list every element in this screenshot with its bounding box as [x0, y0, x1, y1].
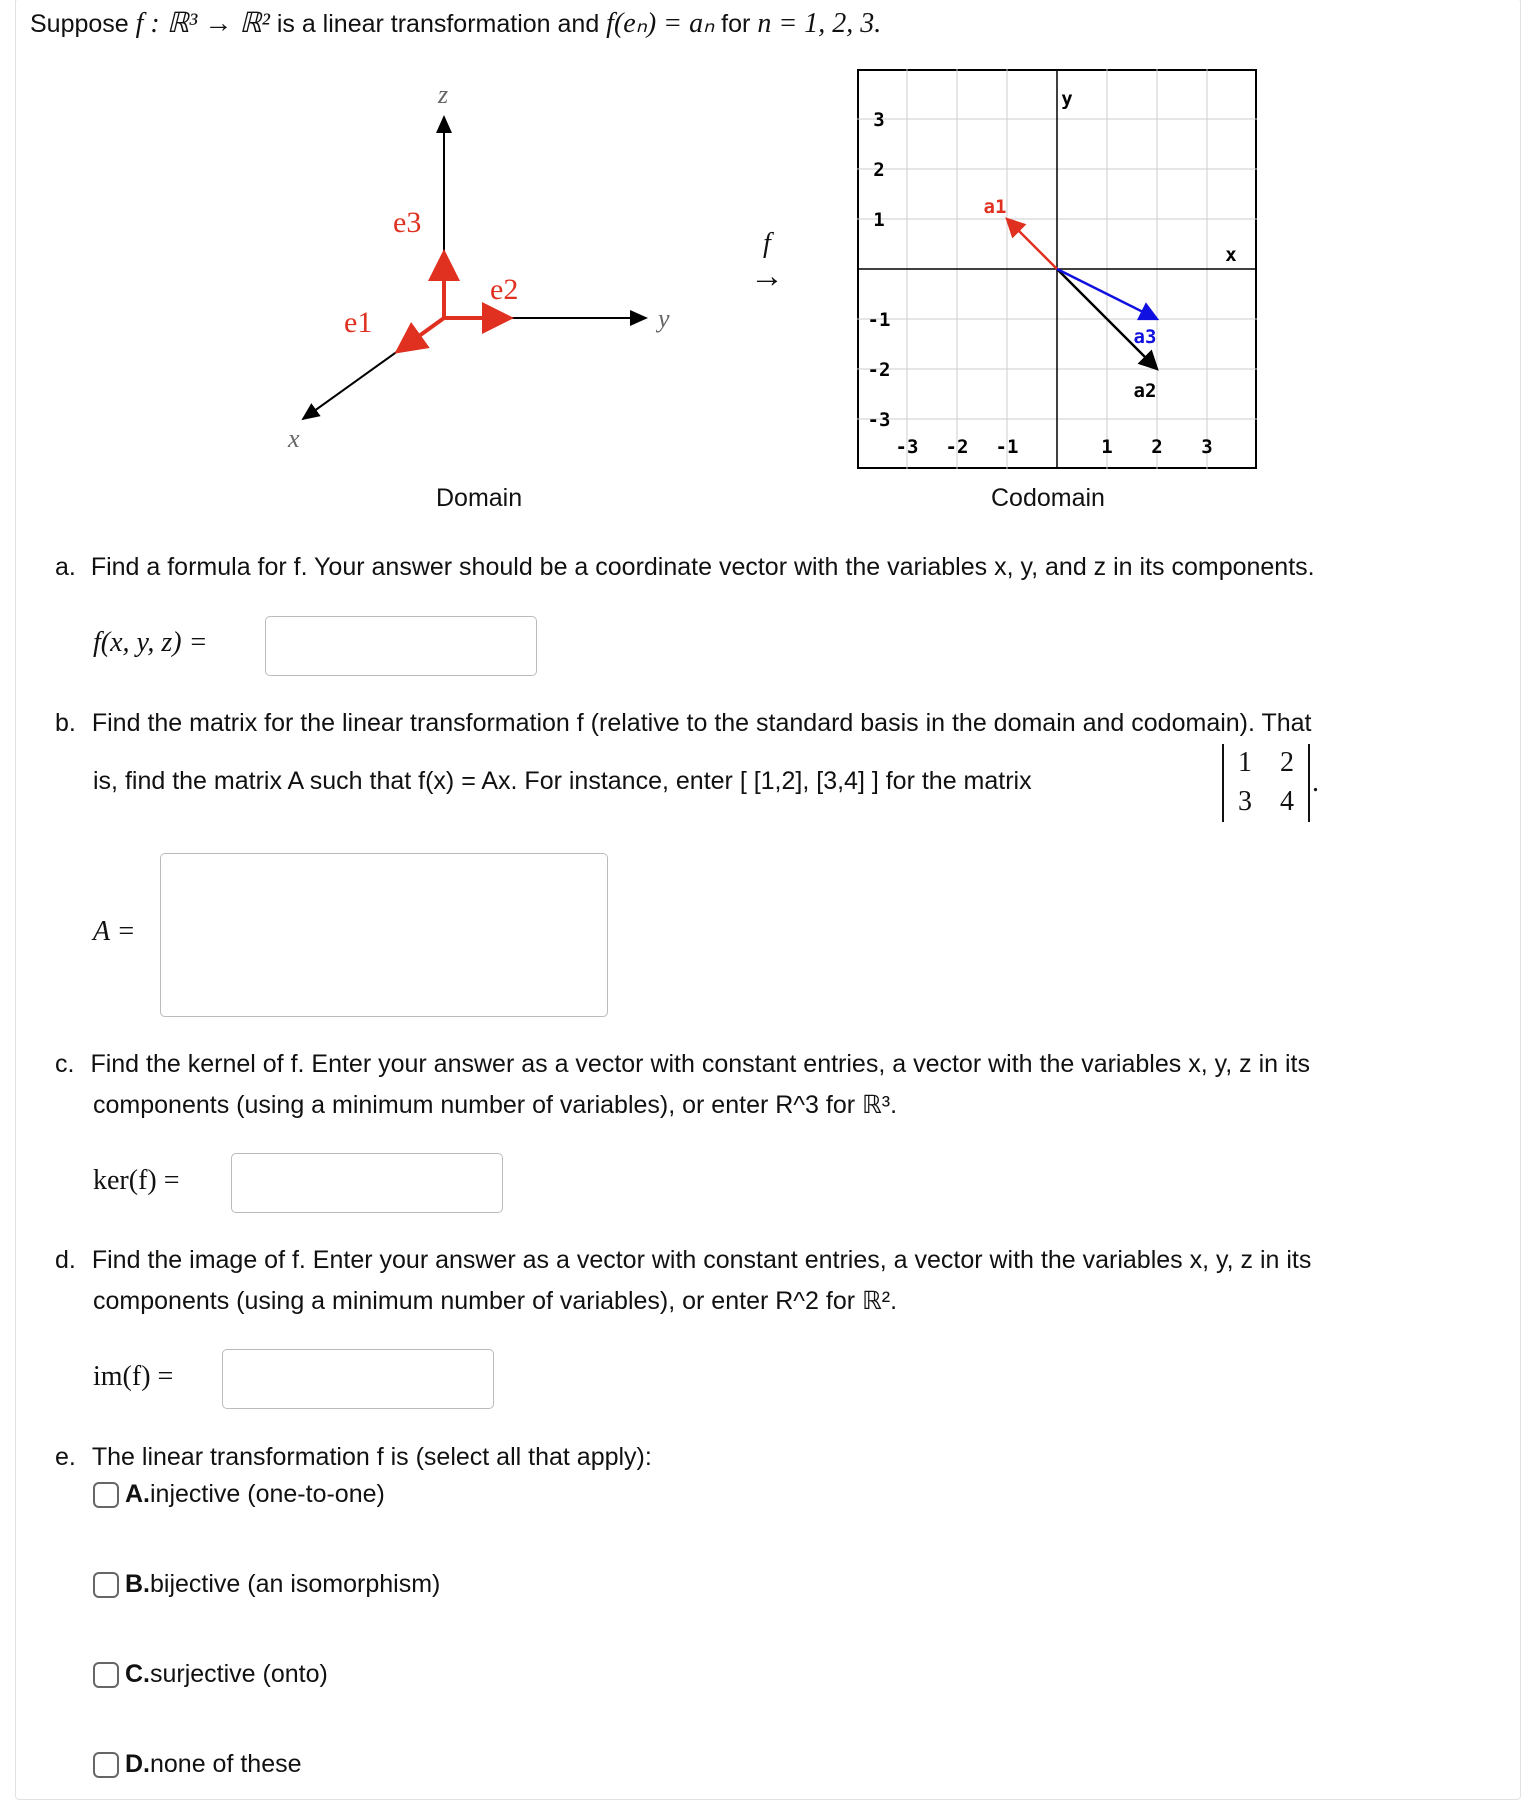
y-tick-label: -2 — [867, 359, 891, 381]
y-tick-label: 3 — [873, 109, 885, 131]
y-tick-label: -1 — [867, 309, 891, 331]
part-b-lhs: A = — [93, 916, 136, 947]
formula-input[interactable] — [265, 616, 537, 676]
kernel-input[interactable] — [231, 1153, 503, 1213]
part-d-marker: d. — [55, 1246, 76, 1274]
part-b-marker: b. — [55, 709, 76, 737]
x-axis-label: x — [1225, 244, 1237, 266]
map-f-label: f — [763, 228, 771, 259]
y-axis-label: y — [1061, 88, 1073, 110]
part-e-text: The linear transformation f is (select all that apply): — [91, 1443, 652, 1471]
part-b-line2: is, find the matrix A such that f(x) = Ax. For instance, enter [ [1,2], [3,4] ] for the matrix — [93, 767, 1032, 795]
x-tick-label: -2 — [945, 436, 969, 458]
part-c-line1: Find the kernel of f. Enter your answer as a vector with constant entries, a vector with the variables x, y, z in its — [90, 1050, 1310, 1078]
part-c-lhs: ker(f) = — [93, 1165, 180, 1196]
y-axis-label: y — [658, 304, 670, 333]
z-axis-label: z — [438, 80, 449, 109]
example-matrix: 1 2 3 4 — [1222, 744, 1310, 822]
domain-diagram — [278, 77, 688, 461]
vector-label-a1: a1 — [983, 196, 1007, 218]
checkbox[interactable] — [93, 1752, 119, 1778]
problem-intro: Suppose f : ℝ³ → ℝ² is a linear transformation and f(eₙ) = aₙ for n = 1, 2, 3. — [30, 8, 882, 39]
x-tick-label: -3 — [895, 436, 919, 458]
part-d-line1: Find the image of f. Enter your answer as a vector with constant entries, a vector with the variables x, y, z in its — [91, 1246, 1312, 1274]
vector-label-a2: a2 — [1133, 380, 1157, 402]
part-a-text: Find a formula for f. Your answer should be a coordinate vector with the variables x, y, and z in its components. — [90, 553, 1315, 581]
option-injective[interactable]: A. injective (one-to-one) — [93, 1480, 385, 1509]
y-tick-label: 1 — [873, 209, 885, 231]
part-e-marker: e. — [55, 1443, 76, 1471]
option-surjective[interactable]: C. surjective (onto) — [93, 1660, 328, 1689]
y-tick-label: 2 — [873, 159, 885, 181]
e2-label: e2 — [490, 273, 519, 306]
part-c-line2: components (using a minimum number of variables), or enter R^3 for ℝ³. — [93, 1091, 898, 1119]
x-tick-label: 3 — [1201, 436, 1213, 458]
part-b-line1: Find the matrix for the linear transformation f (relative to the standard basis in the domain and codomain). That — [91, 709, 1312, 737]
checkbox[interactable] — [93, 1572, 119, 1598]
x-tick-label: -1 — [995, 436, 1019, 458]
codomain-label: Codomain — [991, 484, 1105, 512]
option-bijective[interactable]: B. bijective (an isomorphism) — [93, 1570, 440, 1599]
part-a-lhs: f(x, y, z) = — [93, 627, 208, 658]
part-a-marker: a. — [55, 553, 76, 581]
image-input[interactable] — [222, 1349, 494, 1409]
domain-label: Domain — [436, 484, 523, 512]
part-d-line2: components (using a minimum number of variables), or enter R^2 for ℝ². — [93, 1287, 898, 1315]
x-tick-label: 2 — [1151, 436, 1163, 458]
e3-label: e3 — [393, 206, 422, 239]
matrix-input[interactable] — [160, 853, 608, 1017]
map-arrow-icon: → — [750, 258, 784, 295]
vector-label-a3: a3 — [1133, 326, 1157, 348]
part-d-lhs: im(f) = — [93, 1361, 174, 1392]
x-axis-label: x — [288, 424, 300, 453]
part-c-marker: c. — [55, 1050, 75, 1078]
option-none[interactable]: D. none of these — [93, 1750, 302, 1779]
x-tick-label: 1 — [1101, 436, 1113, 458]
codomain-graph — [857, 69, 1257, 469]
e1-label: e1 — [344, 306, 373, 339]
y-tick-label: -3 — [867, 409, 891, 431]
checkbox[interactable] — [93, 1662, 119, 1688]
checkbox[interactable] — [93, 1482, 119, 1508]
